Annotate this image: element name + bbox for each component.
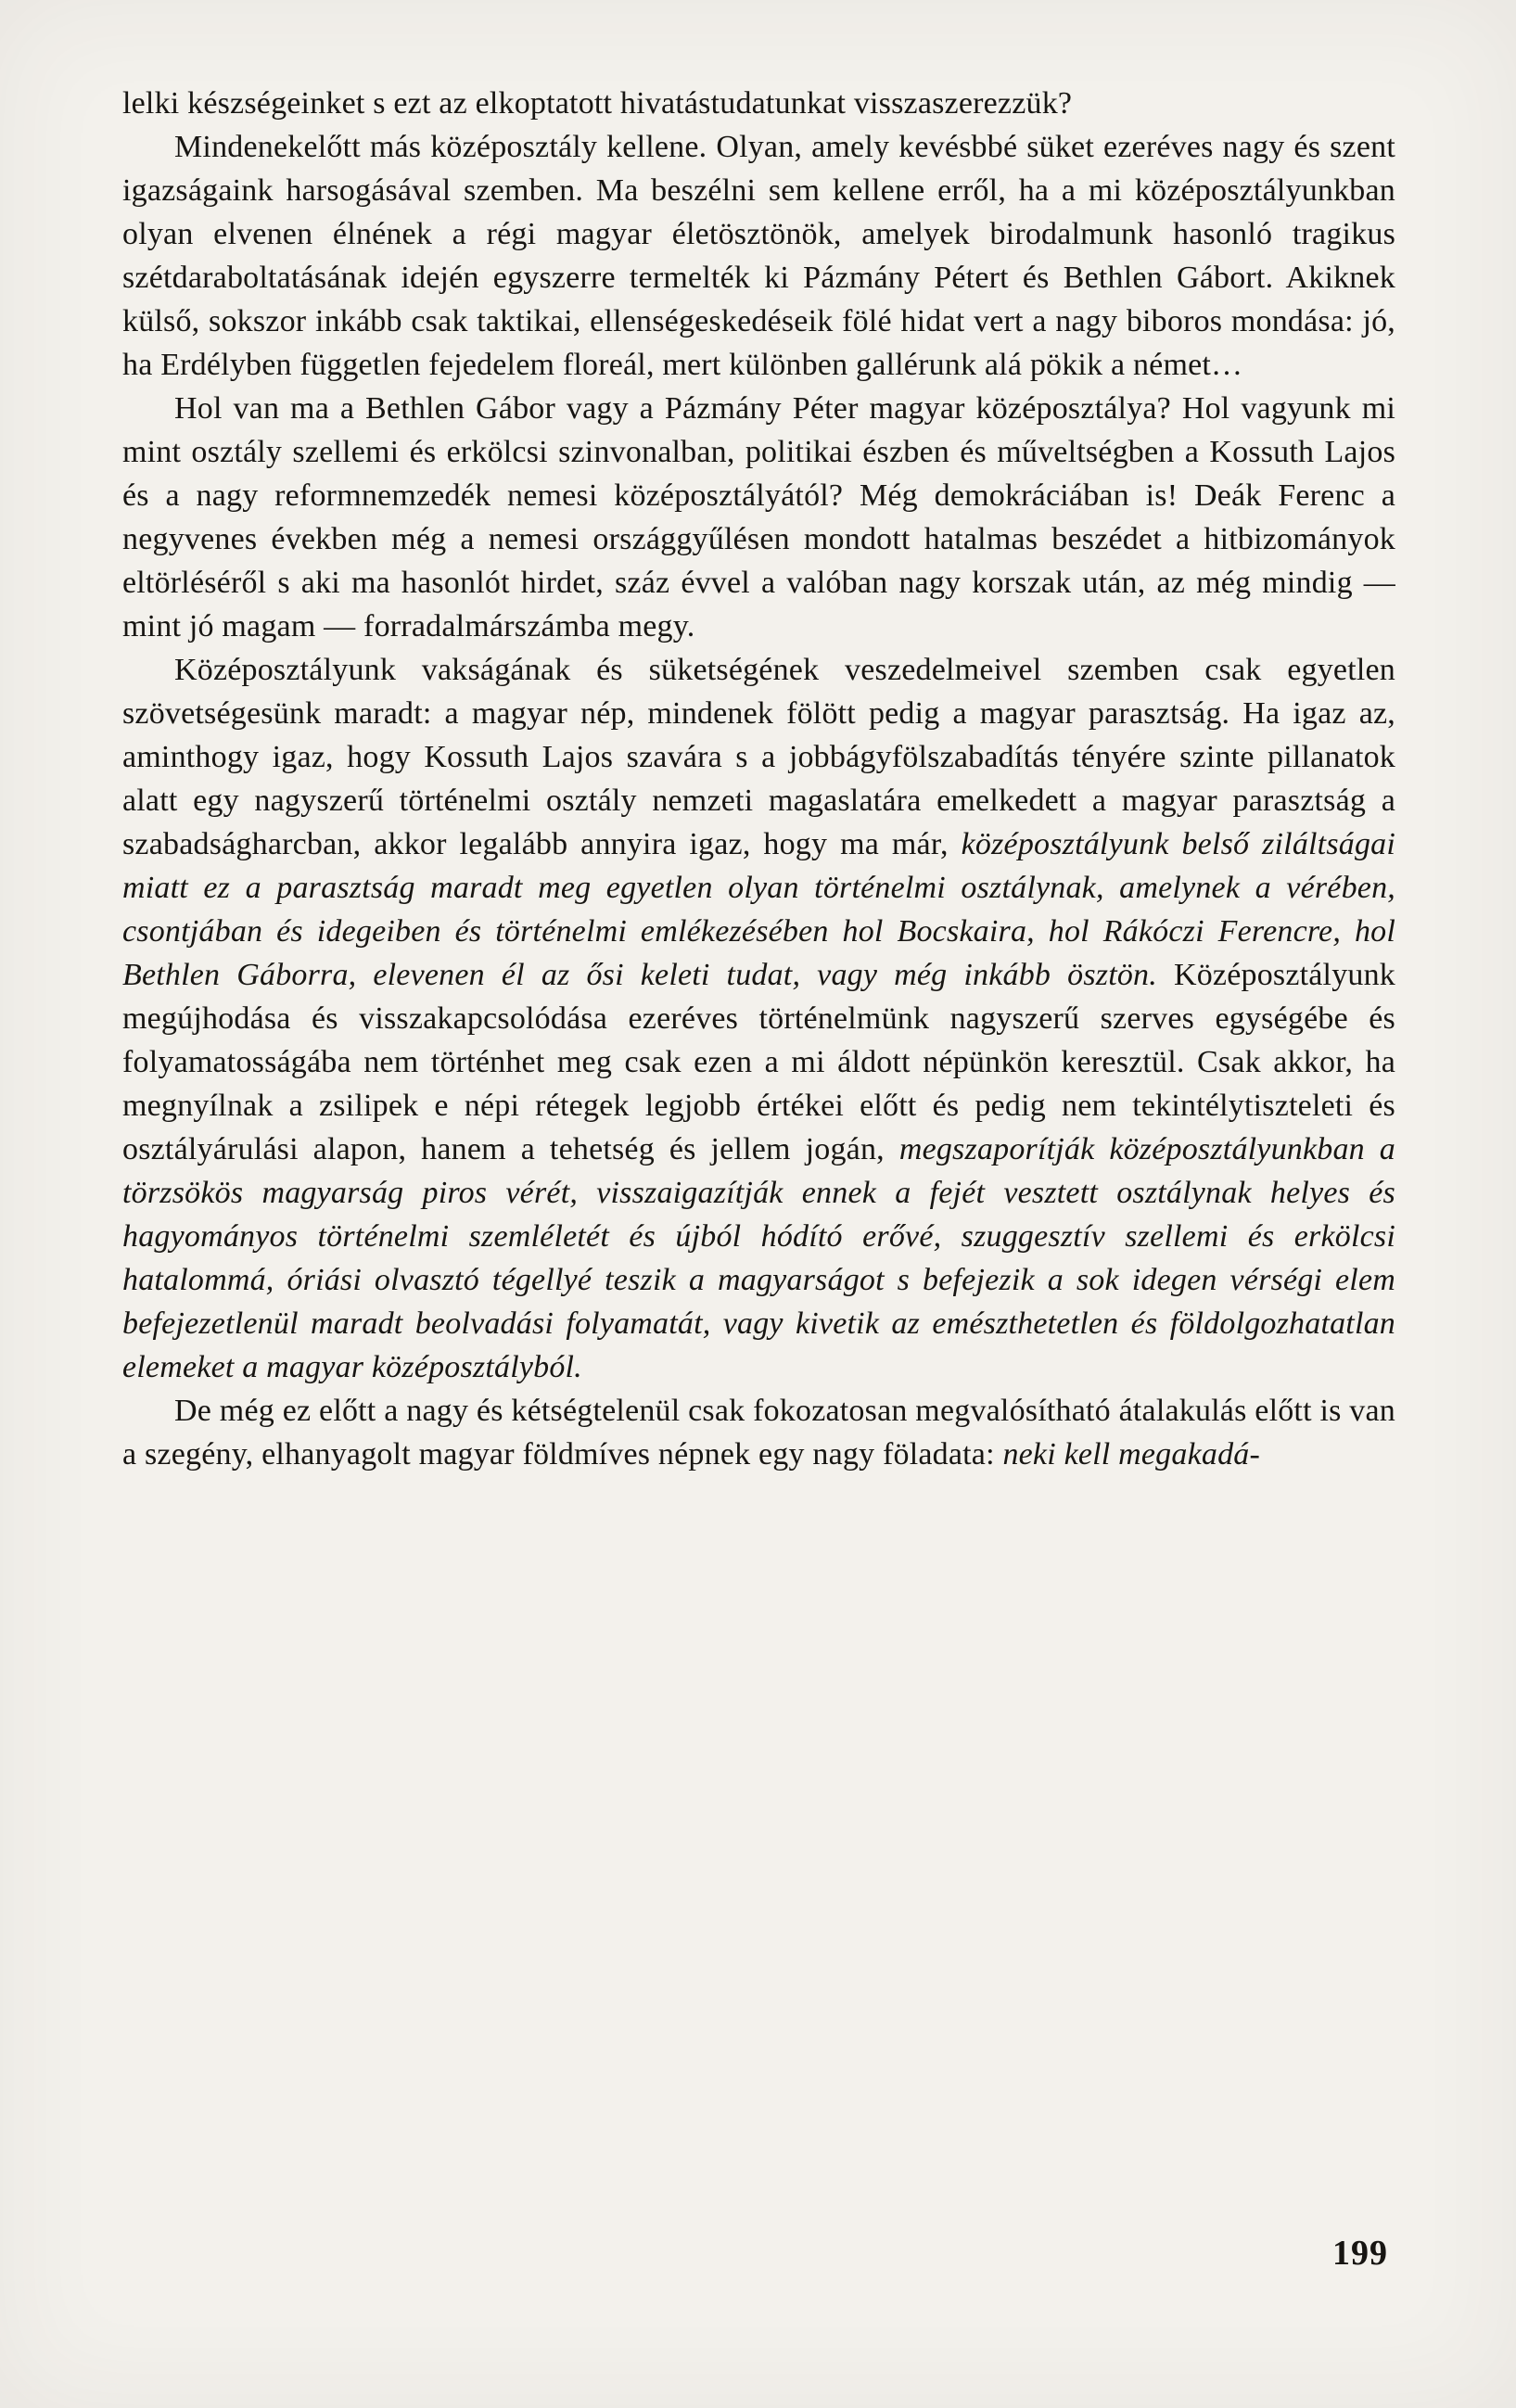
page-text <box>122 82 1395 1476</box>
text-segment: De még ez előtt a nagy és kétségtelenül csak fokozatosan megvalósítható átalakulás előtt is van a szegény, elhanyagolt magyar földmíves népnek egy nagy föladata: <box>122 1394 1395 1472</box>
text-segment: Hol van ma a Bethlen Gábor vagy a Pázmány Péter magyar középosztálya? Hol vagyunk mi mint osztály szellemi és erkölcsi szinvonalban, politikai észben és műveltségben a Kossuth Lajos és a nagy reformnemzedék nemesi középosztályától? Még demokráciában is! Deák Ferenc a negyvenes években még a nemesi országgyűlésen mondott hatalmas beszédet a hitbizományok eltörléséről s aki ma hasonlót hirdet, száz évvel a valóban nagy korszak után, az még mindig — mint jó magam — forradalmárszámba megy. <box>122 391 1395 643</box>
text-segment: középosztályunk belső ziláltságai miatt ez a parasztság maradt meg egyetlen olyan történelmi osztálynak, amelynek a vérében, csontjában és idegeiben és történelmi emlékezésében hol Bocskaira, hol Rákóczi Ferencre, hol Bethlen Gáborra, elevenen él az ősi keleti tudat, vagy még inkább ösztön. <box>122 827 1395 992</box>
paragraph <box>122 387 1395 648</box>
text-segment: megszaporítják középosztályunkban a törzsökös magyarság piros vérét, visszaigazítják ennek a fejét vesztett osztálynak helyes és hagyományos történelmi szemléletét és újból hódító erővé, szuggesztív szellemi és erkölcsi hatalommá, óriási olvasztó tégellyé teszik a magyarságot s befejezik a sok idegen vérségi elem befejezetlenül maradt beolvadási folyamatát, vagy kivetik az emészthetetlen és földolgozhatatlan elemeket a magyar középosztályból. <box>122 1132 1396 1384</box>
paragraph <box>122 1389 1395 1476</box>
text-segment: neki kell megakadá- <box>1002 1437 1260 1472</box>
paragraph <box>122 82 1395 125</box>
text-segment: lelki készségeinket s ezt az elkoptatott hivatástudatunkat visszaszerezzük? <box>122 86 1073 121</box>
paragraph <box>122 125 1395 387</box>
paragraph <box>122 648 1395 1389</box>
page-number: 199 <box>1332 2234 1388 2273</box>
text-segment: Középosztályunk vakságának és süketségének veszedelmeivel szemben csak egyetlen szövetségesünk maradt: a magyar nép, mindenek fölött pedig a magyar parasztság. Ha igaz az, aminthogy igaz, hogy Kossuth Lajos szavára s a jobbágyfölszabadítás tényére szinte pillanatok alatt egy nagyszerű történelmi osztály nemzeti magaslatára emelkedett a magyar parasztság a szabadságharcban, akkor legalább annyira igaz, hogy ma már, <box>122 653 1395 861</box>
text-segment: Mindenekelőtt más középosztály kellene. Olyan, amely kevésbbé süket ezeréves nagy és szent igazságaink harsogásával szemben. Ma beszélni sem kellene erről, ha a mi középosztályunkban olyan elvenen élnének a régi magyar életösztönök, amelyek birodalmunk hasonló tragikus szétdaraboltatásának idején egyszerre termelték ki Pázmány Pétert és Bethlen Gábort. Akiknek külső, sokszor inkább csak taktikai, ellenségeskedéseik fölé hidat vert a nagy biboros mondása: jó, ha Erdélyben független fejedelem floreál, mert különben gallérunk alá pökik a német… <box>122 130 1395 382</box>
text-segment: Középosztályunk megújhodása és visszakapcsolódása ezeréves történelmünk nagyszerű szerves egységébe és folyamatosságába nem történhet meg csak ezen a mi áldott népünkön keresztül. Csak akkor, ha megnyílnak a zsilipek e népi rétegek legjobb értékei előtt és pedig nem tekintélytiszteleti és osztályárulási alapon, hanem a tehetség és jellem jogán, <box>122 958 1395 1166</box>
